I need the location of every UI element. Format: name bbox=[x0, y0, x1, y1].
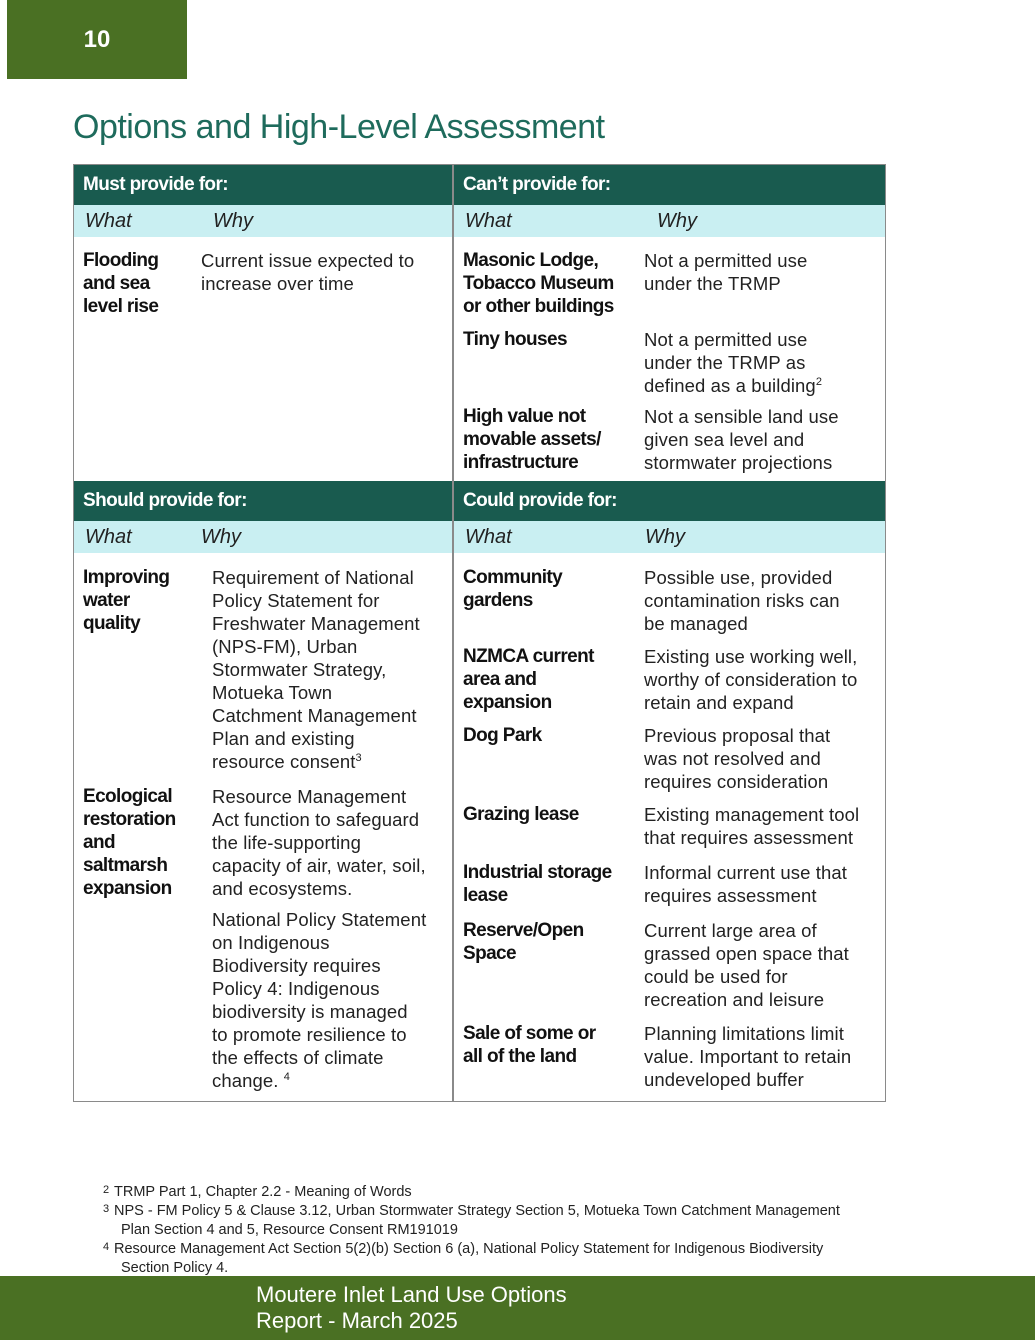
what-line: Improving bbox=[83, 567, 170, 588]
why-line: biodiversity is managed bbox=[212, 1001, 408, 1022]
must-heading: Must provide for: bbox=[74, 165, 452, 205]
why-line: capacity of air, water, soil, bbox=[212, 855, 426, 876]
what-line: restoration bbox=[83, 809, 176, 830]
footer-text: Moutere Inlet Land Use Options Report - March 2025 bbox=[256, 1282, 567, 1333]
what-line: and sea bbox=[83, 273, 150, 294]
footnote-line: TRMP Part 1, Chapter 2.2 - Meaning of Words bbox=[114, 1184, 412, 1200]
why-line: the life-supporting bbox=[212, 832, 361, 853]
could-what-cell bbox=[463, 803, 579, 826]
could-what-cell bbox=[463, 645, 594, 714]
what-line: or other buildings bbox=[463, 296, 614, 317]
why-line: worthy of consideration to bbox=[644, 669, 858, 690]
footnote-ref: 2 bbox=[815, 375, 823, 388]
footnote-mark: 2 bbox=[103, 1184, 110, 1196]
why-line: given sea level and bbox=[644, 429, 805, 450]
cant-what-cell bbox=[463, 249, 614, 318]
cant-what-cell bbox=[463, 405, 601, 474]
why-line: defined as a building$^2$ bbox=[644, 375, 823, 396]
should-why-cell bbox=[212, 566, 420, 773]
footnote-mark: 4 bbox=[103, 1241, 110, 1253]
cant-why-cell bbox=[644, 405, 839, 474]
why-line: Resource Management bbox=[212, 786, 407, 807]
why-line: National Policy Statement bbox=[212, 909, 427, 930]
cant-what-label: What bbox=[465, 210, 512, 232]
why-line: was not resolved and bbox=[644, 748, 821, 769]
what-line: Space bbox=[463, 943, 516, 964]
why-line: resource consent$^3$ bbox=[212, 751, 362, 772]
why-line: Stormwater Strategy, bbox=[212, 659, 387, 680]
why-line: Existing use working well, bbox=[644, 646, 858, 667]
why-line: change. $^4$ bbox=[212, 1070, 290, 1091]
why-line: requires consideration bbox=[644, 771, 829, 792]
what-line: quality bbox=[83, 613, 141, 634]
what-line: expansion bbox=[463, 692, 552, 713]
what-line: infrastructure bbox=[463, 452, 579, 473]
what-line: Tobacco Museum bbox=[463, 273, 614, 294]
why-line: could be used for bbox=[644, 966, 788, 987]
why-line: be managed bbox=[644, 613, 748, 634]
why-line: Planning limitations limit bbox=[644, 1023, 845, 1044]
what-line: Industrial storage bbox=[463, 862, 612, 883]
why-line: recreation and leisure bbox=[644, 989, 825, 1010]
what-line: saltmarsh bbox=[83, 855, 168, 876]
footnote-line: Plan Section 4 and 5, Resource Consent RM191019 bbox=[121, 1222, 458, 1238]
why-line: that requires assessment bbox=[644, 827, 854, 848]
could-why-cell bbox=[644, 919, 849, 1011]
must-why-cell bbox=[201, 249, 414, 295]
what-line: Flooding bbox=[83, 250, 159, 271]
could-what-label: What bbox=[465, 526, 512, 548]
why-line: Policy 4: Indigenous bbox=[212, 978, 380, 999]
footnote-ref: 3 bbox=[355, 751, 362, 764]
cant-why-label: Why bbox=[657, 210, 697, 232]
why-line: Requirement of National bbox=[212, 567, 414, 588]
could-why-label: Why bbox=[645, 526, 685, 548]
what-line: Ecological bbox=[83, 786, 173, 807]
left-column bbox=[74, 165, 454, 1101]
footnotes bbox=[103, 1183, 973, 1278]
page-footer bbox=[0, 1276, 1035, 1340]
why-line: retain and expand bbox=[644, 692, 794, 713]
page-number: 10 bbox=[7, 0, 187, 79]
what-line: Reserve/Open bbox=[463, 920, 584, 941]
why-line: Catchment Management bbox=[212, 705, 417, 726]
why-line: Possible use, provided bbox=[644, 567, 833, 588]
page-title: Options and High-Level Assessment bbox=[73, 108, 605, 146]
why-line: under the TRMP bbox=[644, 273, 781, 294]
why-line: Policy Statement for bbox=[212, 590, 380, 611]
could-what-cell bbox=[463, 1022, 596, 1068]
cant-heading: Can’t provide for: bbox=[454, 165, 885, 205]
should-what-cell bbox=[83, 785, 176, 900]
what-line: High value not bbox=[463, 406, 586, 427]
could-why-cell bbox=[644, 861, 847, 907]
could-what-cell bbox=[463, 861, 612, 907]
footnote-line: Section Policy 4. bbox=[121, 1260, 229, 1276]
assessment-table bbox=[73, 164, 886, 1102]
cant-subheader bbox=[454, 205, 885, 237]
why-line: on Indigenous bbox=[212, 932, 330, 953]
must-what-label: What bbox=[85, 210, 132, 232]
why-line: Informal current use that bbox=[644, 862, 848, 883]
why-line: (NPS-FM), Urban bbox=[212, 636, 358, 657]
could-why-cell bbox=[644, 566, 840, 635]
what-line: lease bbox=[463, 885, 508, 906]
cant-why-cell bbox=[644, 249, 807, 295]
what-line: and bbox=[83, 832, 115, 853]
should-heading: Should provide for: bbox=[74, 481, 452, 521]
why-line: and ecosystems. bbox=[212, 878, 353, 899]
why-line: grassed open space that bbox=[644, 943, 849, 964]
should-what-cell bbox=[83, 566, 169, 635]
should-why-cell bbox=[212, 785, 426, 900]
footnote-line: Resource Management Act Section 5(2)(b) Section 6 (a), National Policy Statement for Indigenous Biodiversity bbox=[114, 1241, 824, 1257]
footnote-mark: 3 bbox=[103, 1203, 110, 1215]
what-line: expansion bbox=[83, 878, 172, 899]
what-line: gardens bbox=[463, 590, 533, 611]
should-why-label: Why bbox=[201, 526, 241, 548]
must-what-cell bbox=[83, 249, 158, 318]
what-line: water bbox=[83, 590, 130, 611]
why-line: Current issue expected to bbox=[201, 250, 415, 271]
what-line: Tiny houses bbox=[463, 329, 567, 350]
why-line: Not a permitted use bbox=[644, 329, 808, 350]
what-line: all of the land bbox=[463, 1046, 577, 1067]
why-line: Not a permitted use bbox=[644, 250, 808, 271]
why-line: Act function to safeguard bbox=[212, 809, 420, 830]
why-line: undeveloped buffer bbox=[644, 1069, 804, 1090]
why-line: Previous proposal that bbox=[644, 725, 831, 746]
why-line: increase over time bbox=[201, 273, 354, 294]
why-line: contamination risks can bbox=[644, 590, 840, 611]
could-why-cell bbox=[644, 724, 830, 793]
why-line: Freshwater Management bbox=[212, 613, 420, 634]
what-line: movable assets/ bbox=[463, 429, 601, 450]
could-what-cell bbox=[463, 919, 584, 965]
why-line: Biodiversity requires bbox=[212, 955, 381, 976]
what-line: level rise bbox=[83, 296, 159, 317]
why-line: Motueka Town bbox=[212, 682, 333, 703]
must-why-label: Why bbox=[213, 210, 253, 232]
why-line: Plan and existing bbox=[212, 728, 355, 749]
what-line: Community bbox=[463, 567, 563, 588]
could-what-cell bbox=[463, 724, 542, 747]
why-line: under the TRMP as bbox=[644, 352, 806, 373]
what-line: area and bbox=[463, 669, 537, 690]
footnote-line: NPS - FM Policy 5 & Clause 3.12, Urban Stormwater Strategy Section 5, Motueka Town Catchment Management bbox=[114, 1203, 840, 1219]
could-heading: Could provide for: bbox=[454, 481, 885, 521]
why-line: Current large area of bbox=[644, 920, 817, 941]
why-line: value. Important to retain bbox=[644, 1046, 852, 1067]
footnote bbox=[103, 1240, 973, 1278]
why-line: requires assessment bbox=[644, 885, 817, 906]
what-line: Grazing lease bbox=[463, 804, 579, 825]
why-line: stormwater projections bbox=[644, 452, 833, 473]
should-what-label: What bbox=[85, 526, 132, 548]
what-line: Masonic Lodge, bbox=[463, 250, 599, 271]
footnote-ref: 4 bbox=[283, 1070, 290, 1083]
why-line: to promote resilience to bbox=[212, 1024, 407, 1045]
what-line: Dog Park bbox=[463, 725, 542, 746]
cant-why-cell bbox=[644, 328, 822, 397]
what-line: NZMCA current bbox=[463, 646, 594, 667]
could-what-cell bbox=[463, 566, 562, 612]
why-line: Existing management tool bbox=[644, 804, 860, 825]
what-line: Sale of some or bbox=[463, 1023, 596, 1044]
why-line: Not a sensible land use bbox=[644, 406, 839, 427]
right-column bbox=[454, 165, 885, 1101]
must-subheader bbox=[74, 205, 452, 237]
should-subheader bbox=[74, 521, 452, 553]
could-why-cell bbox=[644, 645, 857, 714]
could-why-cell bbox=[644, 1022, 851, 1091]
could-why-cell bbox=[644, 803, 859, 849]
could-subheader bbox=[454, 521, 885, 553]
footnote bbox=[103, 1183, 973, 1202]
why-line: the effects of climate bbox=[212, 1047, 384, 1068]
should-why-cell bbox=[212, 908, 426, 1092]
cant-what-cell bbox=[463, 328, 567, 351]
footnote bbox=[103, 1202, 973, 1240]
